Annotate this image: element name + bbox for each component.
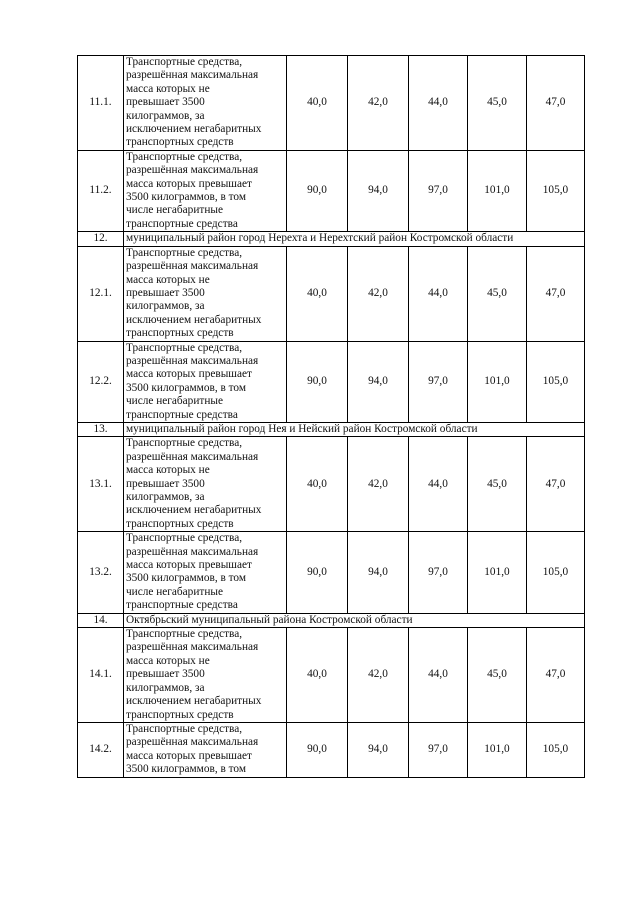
description-line: разрешённая максимальная	[126, 164, 259, 177]
description-line: Транспортные средства,	[126, 722, 243, 735]
description-line: числе негабаритные	[126, 585, 223, 598]
rate-value: 44,0	[409, 437, 468, 532]
description-line: Транспортные средства,	[126, 56, 243, 68]
description-line: разрешённая максимальная	[126, 69, 259, 82]
description-line: килограммов, за	[126, 109, 205, 122]
description-line: Транспортные средства,	[126, 532, 243, 545]
table-row	[78, 56, 585, 151]
table-row	[78, 341, 585, 422]
vehicle-description	[124, 341, 287, 422]
description-line: исключением негабаритных	[126, 313, 262, 326]
rate-value: 90,0	[287, 722, 348, 777]
rate-value: 47,0	[527, 246, 585, 341]
description-line: транспортных средств	[126, 327, 234, 340]
row-number: 13.1.	[78, 437, 124, 532]
description-line: исключением негабаритных	[126, 695, 262, 708]
row-number: 11.2.	[78, 150, 124, 231]
rate-value: 97,0	[409, 341, 468, 422]
row-number: 12.	[78, 232, 124, 246]
table-row	[78, 246, 585, 341]
rate-value: 42,0	[348, 628, 409, 723]
description-line: килограммов, за	[126, 681, 205, 694]
rate-value: 44,0	[409, 628, 468, 723]
row-number: 11.1.	[78, 56, 124, 151]
vehicle-description	[124, 722, 287, 777]
description-line: транспортных средств	[126, 136, 234, 149]
rate-value: 97,0	[409, 722, 468, 777]
rate-value: 90,0	[287, 150, 348, 231]
rate-value: 45,0	[468, 437, 527, 532]
row-number: 14.2.	[78, 722, 124, 777]
region-name: муниципальный район город Нерехта и Нерехтский район Костромской области	[124, 232, 585, 246]
rate-value: 44,0	[409, 56, 468, 151]
row-number: 14.	[78, 613, 124, 627]
rate-value: 47,0	[527, 56, 585, 151]
tariff-table	[77, 55, 585, 778]
rate-value: 105,0	[527, 341, 585, 422]
rate-value: 101,0	[468, 532, 527, 613]
description-line: исключением негабаритных	[126, 123, 262, 136]
description-line: масса которых превышает	[126, 177, 252, 190]
rate-value: 90,0	[287, 341, 348, 422]
description-line: превышает 3500	[126, 286, 205, 299]
description-line: 3500 килограммов, в том	[126, 191, 246, 204]
vehicle-description	[124, 628, 287, 723]
rate-value: 101,0	[468, 722, 527, 777]
row-number: 12.2.	[78, 341, 124, 422]
row-number: 13.	[78, 422, 124, 436]
description-line: разрешённая максимальная	[126, 260, 259, 273]
description-line: транспортные средства	[126, 217, 238, 230]
description-line: транспортных средств	[126, 708, 234, 721]
rate-value: 40,0	[287, 246, 348, 341]
rate-value: 101,0	[468, 341, 527, 422]
description-line: 3500 килограммов, в том	[126, 763, 246, 776]
table-row	[78, 628, 585, 723]
description-line: транспортных средств	[126, 517, 234, 530]
table-row	[78, 150, 585, 231]
rate-value: 105,0	[527, 532, 585, 613]
rate-value: 45,0	[468, 56, 527, 151]
description-line: масса которых превышает	[126, 559, 252, 572]
description-line: 3500 килограммов, в том	[126, 381, 246, 394]
description-line: разрешённая максимальная	[126, 354, 259, 367]
vehicle-description	[124, 56, 287, 151]
description-line: числе негабаритные	[126, 395, 223, 408]
description-line: масса которых превышает	[126, 749, 252, 762]
rate-value: 97,0	[409, 150, 468, 231]
description-line: Транспортные средства,	[126, 341, 243, 354]
rate-value: 42,0	[348, 437, 409, 532]
row-number: 14.1.	[78, 628, 124, 723]
rate-value: 47,0	[527, 437, 585, 532]
rate-value: 42,0	[348, 246, 409, 341]
rate-value: 40,0	[287, 437, 348, 532]
description-line: масса которых не	[126, 654, 210, 667]
row-number: 13.2.	[78, 532, 124, 613]
description-line: исключением негабаритных	[126, 504, 262, 517]
description-line: превышает 3500	[126, 96, 205, 109]
description-line: килограммов, за	[126, 491, 205, 503]
rate-value: 45,0	[468, 628, 527, 723]
rate-value: 40,0	[287, 628, 348, 723]
table-row	[78, 722, 585, 777]
vehicle-description	[124, 437, 287, 532]
rate-value: 42,0	[348, 56, 409, 151]
rate-value: 90,0	[287, 532, 348, 613]
rate-value: 94,0	[348, 722, 409, 777]
table-row	[78, 532, 585, 613]
description-line: 3500 килограммов, в том	[126, 572, 246, 585]
rate-value: 94,0	[348, 532, 409, 613]
rate-value: 40,0	[287, 56, 348, 151]
rate-value: 97,0	[409, 532, 468, 613]
description-line: масса которых не	[126, 82, 210, 95]
vehicle-description	[124, 532, 287, 613]
rate-value: 94,0	[348, 341, 409, 422]
description-line: масса которых не	[126, 464, 210, 477]
description-line: килограммов, за	[126, 300, 205, 313]
description-line: превышает 3500	[126, 477, 205, 490]
description-line: транспортные средства	[126, 599, 238, 612]
description-line: Транспортные средства,	[126, 246, 243, 259]
rate-value: 47,0	[527, 628, 585, 723]
region-header-row	[78, 422, 585, 436]
description-line: масса которых превышает	[126, 368, 252, 381]
table-row	[78, 437, 585, 532]
description-line: числе негабаритные	[126, 204, 223, 217]
rate-value: 105,0	[527, 150, 585, 231]
vehicle-description	[124, 150, 287, 231]
rate-value: 45,0	[468, 246, 527, 341]
region-header-row	[78, 613, 585, 627]
description-line: Транспортные средства,	[126, 150, 243, 163]
vehicle-description	[124, 246, 287, 341]
region-name: Октябрьский муниципальный района Костромской области	[124, 613, 585, 627]
region-header-row	[78, 232, 585, 246]
rate-value: 44,0	[409, 246, 468, 341]
rate-value: 94,0	[348, 150, 409, 231]
table-body	[78, 56, 585, 778]
description-line: разрешённая максимальная	[126, 450, 259, 463]
description-line: Транспортные средства,	[126, 628, 243, 641]
description-line: превышает 3500	[126, 668, 205, 681]
description-line: разрешённая максимальная	[126, 545, 259, 558]
row-number: 12.1.	[78, 246, 124, 341]
region-name: муниципальный район город Нея и Нейский район Костромской области	[124, 422, 585, 436]
description-line: масса которых не	[126, 273, 210, 286]
rate-value: 105,0	[527, 722, 585, 777]
rate-value: 101,0	[468, 150, 527, 231]
description-line: транспортные средства	[126, 408, 238, 421]
description-line: разрешённая максимальная	[126, 641, 259, 654]
description-line: Транспортные средства,	[126, 437, 243, 450]
description-line: разрешённая максимальная	[126, 736, 259, 749]
